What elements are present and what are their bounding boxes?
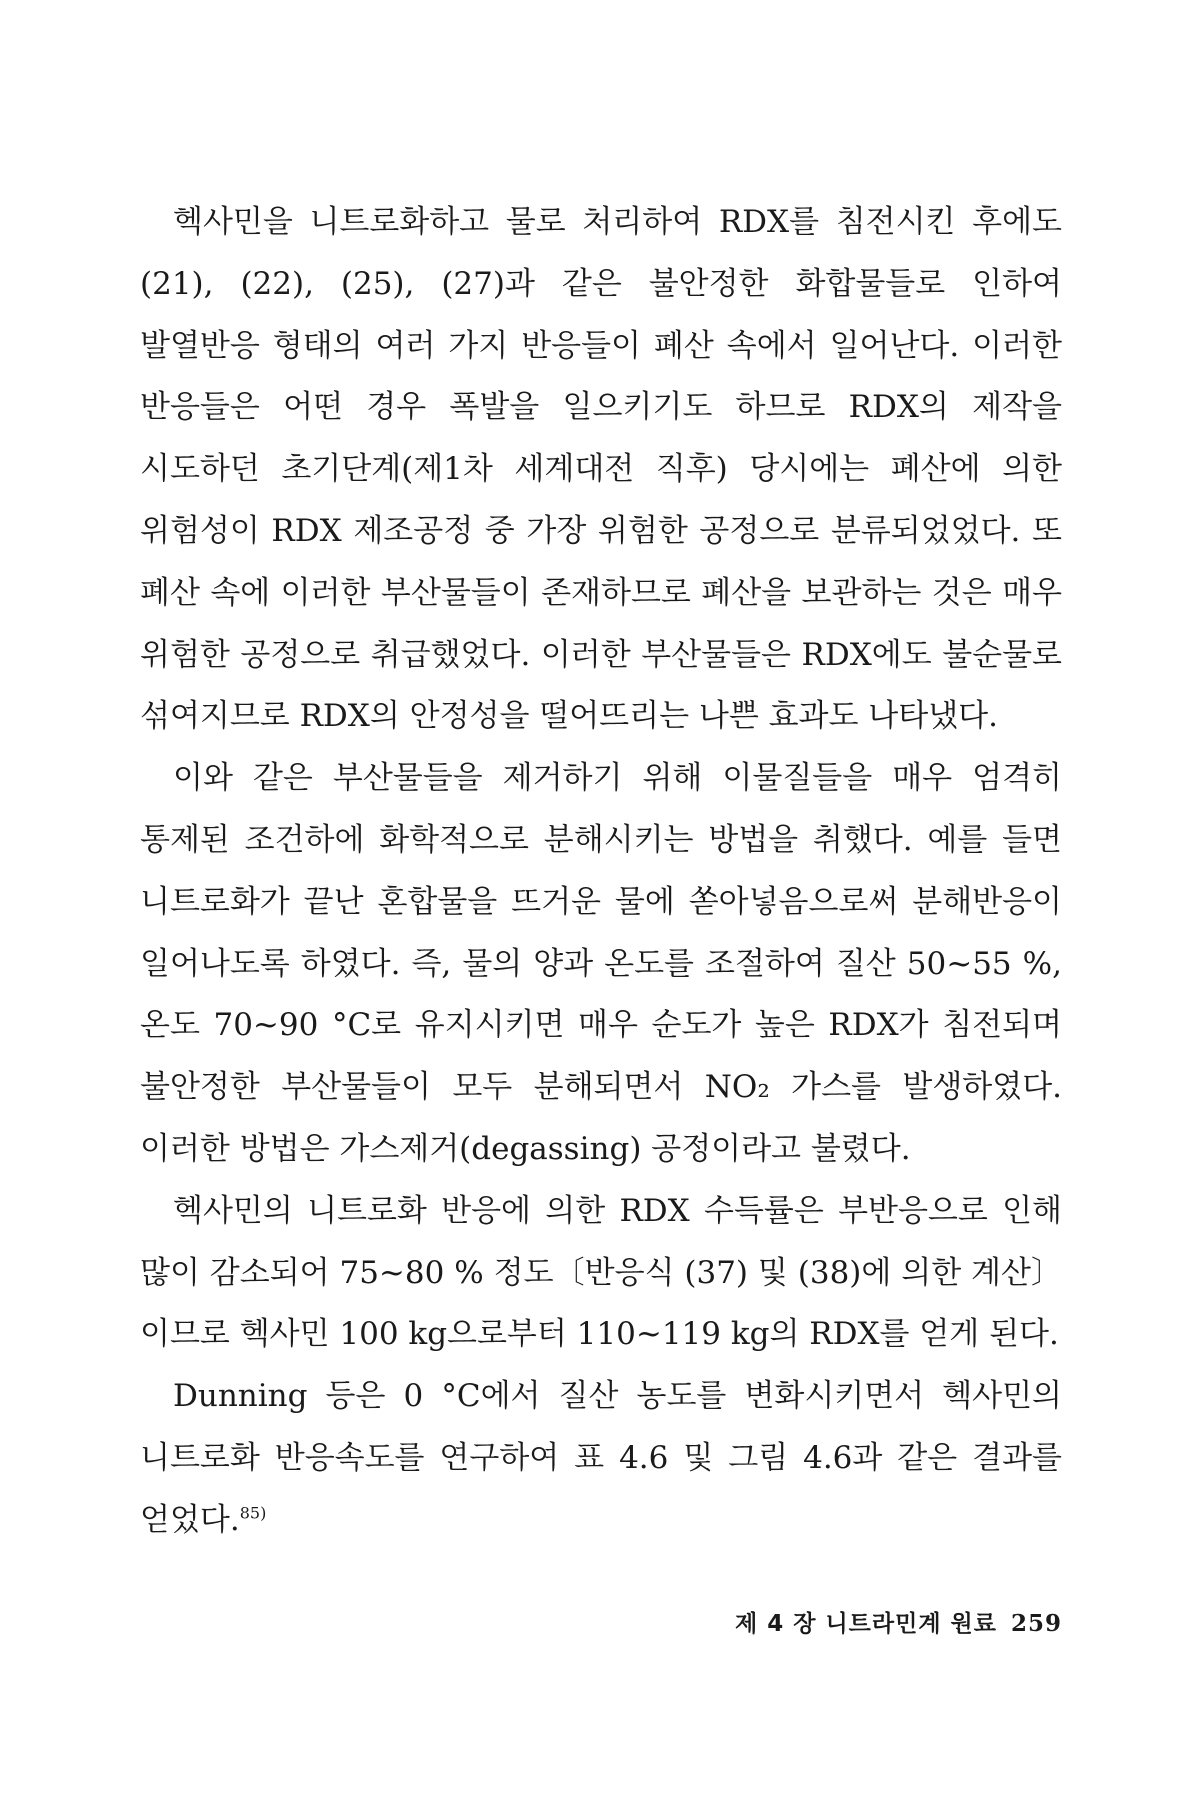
- page-number: 259: [1010, 1610, 1062, 1637]
- paragraph-1: 헥사민을 니트로화하고 물로 처리하여 RDX를 침전시킨 후에도 (21), (22), (25), (27)과 같은 불안정한 화합물들로 인하여 발열반응 형태의 여러 가지 반응들이 폐산 속에서 일어난다. 이러한 반응들은 어떤 경우 폭발을 일으키기도 하므로 RDX의 제작을 시도하던 초기단계(제1차 세계대전 직후) 당시에는 폐산에 의한 위험성이 RDX 제조공정 중 가장 위험한 공정으로 분류되었었다. 또 폐산 속에 이러한 부산물들이 존재하므로 폐산을 보관하는 것은 매우 위험한 공정으로 취급했었다. 이러한 부산물들은 RDX에도 불순물로 섞여지므로 RDX의 안정성을 떨어뜨리는 나쁜 효과도 나타냈다.: [140, 204, 1062, 735]
- chapter-title: 제 4 장 니트라민계 원료: [734, 1611, 997, 1637]
- paragraph-4: [140, 1366, 1062, 1551]
- footnote-reference: 85): [239, 1503, 267, 1523]
- paragraph-2: 이와 같은 부산물들을 제거하기 위해 이물질들을 매우 엄격히 통제된 조건하에 화학적으로 분해시키는 방법을 취했다. 예를 들면 니트로화가 끝난 혼합물을 뜨거운 물에 쏟아넣음으로써 분해반응이 일어나도록 하였다. 즉, 물의 양과 온도를 조절하여 질산 50~55 %, 온도 70~90 °C로 유지시키면 매우 순도가 높은 RDX가 침전되며 불안정한 부산물들이 모두 분해되면서 NO₂ 가스를 발생하였다. 이러한 방법은 가스제거(degassing) 공정이라고 불렸다.: [140, 760, 1062, 1167]
- paragraph-4-text: Dunning 등은 0 °C에서 질산 농도를 변화시키면서 헥사민의 니트로화 반응속도를 연구하여 표 4.6 및 그림 4.6과 같은 결과를 얻었다.: [140, 1378, 1062, 1538]
- page-footer: [735, 1605, 1062, 1638]
- paragraph-3: 헥사민의 니트로화 반응에 의한 RDX 수득률은 부반응으로 인해 많이 감소되어 75~80 % 정도〔반응식 (37) 및 (38)에 의한 계산〕이므로 헥사민 100 kg으로부터 110~119 kg의 RDX를 얻게 된다.: [140, 1192, 1062, 1353]
- body-text: [140, 192, 1062, 1552]
